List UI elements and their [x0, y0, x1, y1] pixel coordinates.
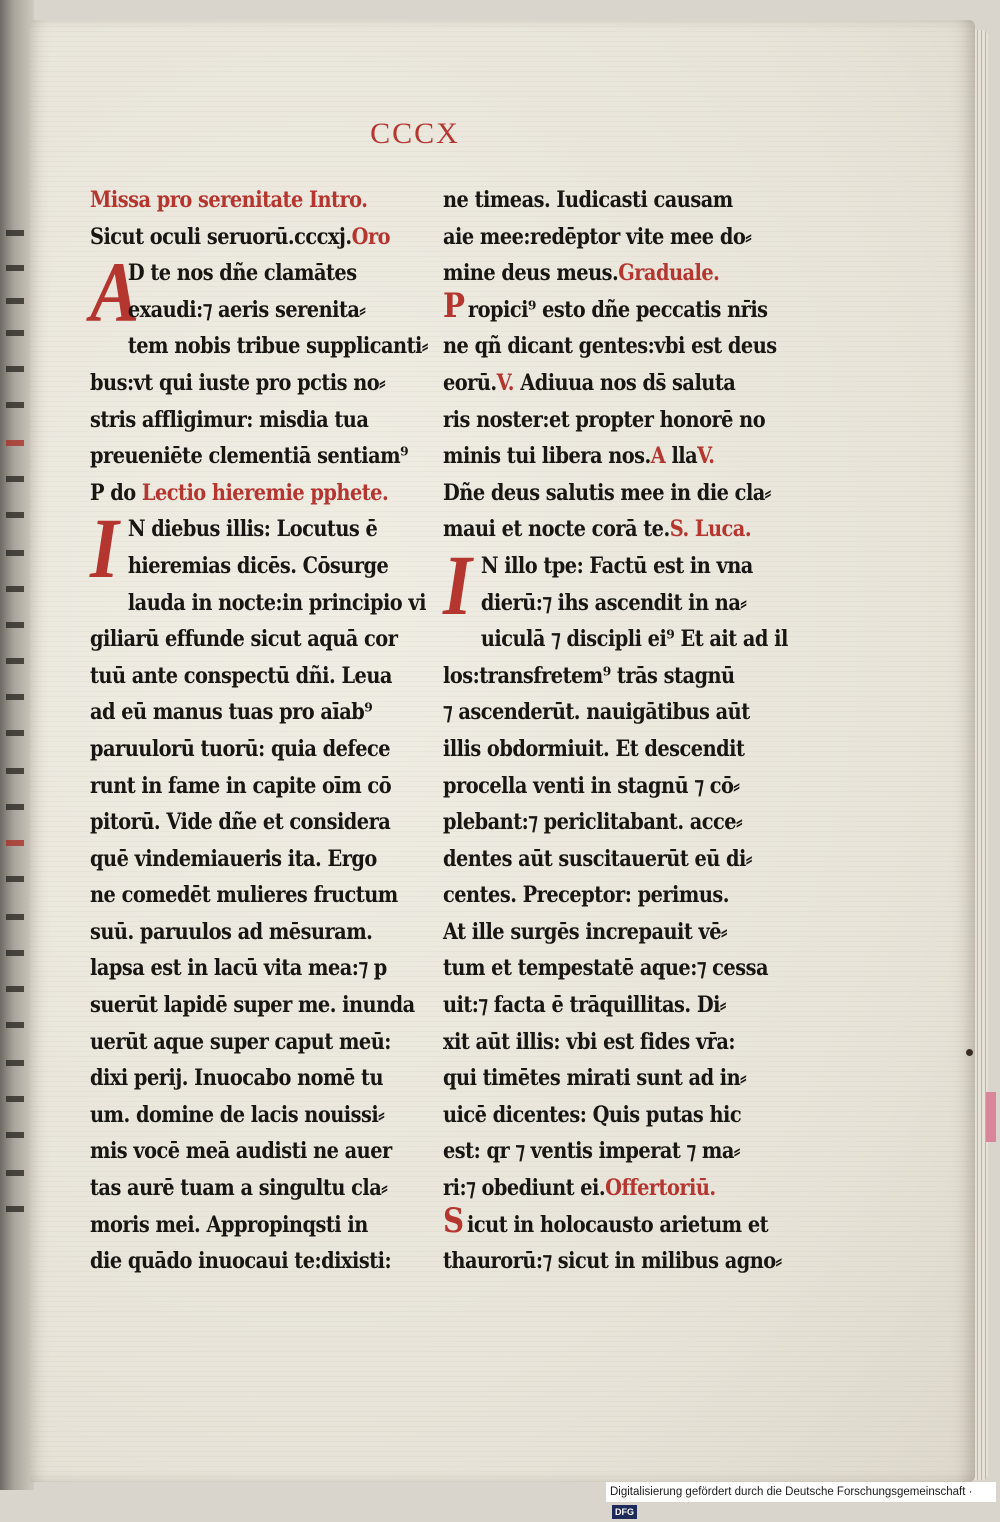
text-line: [443, 841, 763, 878]
text-line: [443, 328, 777, 365]
text-line: [443, 731, 763, 768]
body-text: uiculā ⁊ discipli ei⁹ Et ait ad il: [480, 626, 788, 653]
body-text: ris noster:et propter honorē no: [443, 406, 766, 433]
initial-letter: I: [443, 536, 472, 633]
text-line: [90, 402, 400, 439]
text-line: [443, 402, 766, 439]
body-text: plebant:⁊ periclitabant. acce⸗: [443, 809, 743, 836]
body-text: lla: [665, 443, 698, 470]
text-line: [90, 1024, 400, 1061]
text-line: [443, 585, 763, 622]
body-text: ne timeas. Iudicasti causam: [443, 187, 733, 213]
bleed-mark: [6, 265, 24, 271]
text-line: [443, 1097, 763, 1134]
body-text: qui timētes mirati sunt ad in⸗: [443, 1065, 747, 1092]
text-line: [90, 1060, 400, 1097]
initial-letter: A: [90, 244, 139, 341]
body-text: paruulorū tuorū: quia defece: [90, 735, 391, 762]
bleed-mark: [6, 768, 24, 774]
text-line: [90, 950, 400, 987]
rubric-text: Lectio hieremie pphete.: [141, 479, 389, 506]
body-text: los:transfretem⁹ trās stagnū: [443, 662, 735, 689]
text-line: [90, 182, 400, 219]
rubric-text: S. Luca.: [669, 516, 752, 543]
text-line: [90, 292, 400, 329]
rubric-text: Offertoriū.: [605, 1175, 716, 1202]
body-text: pitorū. Vide dñe et considera: [90, 809, 391, 836]
dfg-logo: DFG: [612, 1505, 637, 1519]
text-line: [90, 585, 426, 622]
text-line: [90, 621, 400, 658]
bleed-mark: [6, 1060, 24, 1066]
body-text: preueniēte clementiā sentiam⁹: [90, 443, 409, 470]
text-line: [90, 219, 400, 256]
text-line: [90, 914, 400, 951]
text-line: [90, 1133, 400, 1170]
text-line: [443, 694, 763, 731]
rubric-text: Missa pro serenitate Intro.: [90, 187, 368, 213]
bleed-mark: [6, 658, 24, 664]
text-line: [90, 438, 409, 475]
bleed-mark: [6, 950, 24, 956]
text-line: [90, 694, 400, 731]
body-text: dierū:⁊ ihs ascendit in na⸗: [480, 589, 747, 616]
text-line: [90, 1097, 400, 1134]
body-text: dentes aūt suscitauerūt eū di⸗: [443, 845, 752, 872]
text-line: [90, 731, 400, 768]
text-line: [90, 328, 428, 365]
text-line: [90, 658, 400, 695]
bleed-mark: [6, 730, 24, 736]
bookmark-tab: [986, 1092, 996, 1142]
body-text: ad eū manus tuas pro aīab⁹: [90, 699, 373, 726]
rubric-text: V.: [697, 443, 715, 470]
body-text: uerūt aque super caput meū:: [90, 1028, 391, 1055]
body-text: die quādo inuocaui te:dixisti:: [90, 1248, 392, 1275]
text-line: [443, 182, 763, 219]
body-text: N illo tpe: Factū est in vna: [480, 552, 753, 579]
body-text: Adiuua nos ds̄ saluta: [513, 369, 736, 396]
body-text: D te nos dñe clamātes: [127, 260, 357, 287]
body-text: tum et tempestatē aque:⁊ cessa: [443, 955, 769, 982]
text-line: [443, 987, 763, 1024]
text-line: [90, 1207, 400, 1244]
text-line: [443, 1060, 763, 1097]
rubric-text: Graduale.: [618, 260, 720, 287]
text-line: [443, 804, 763, 841]
right-text-column: [443, 182, 788, 1280]
text-line: [443, 1200, 769, 1244]
text-line: [443, 1243, 782, 1280]
text-line: [443, 950, 769, 987]
body-text: ropici⁹ esto dñe peccatis nr̄is: [467, 296, 768, 323]
body-text: eorū.: [443, 369, 497, 396]
bleed-mark: [6, 440, 24, 446]
body-text: mis vocē meā audisti ne auer: [90, 1138, 392, 1165]
body-text: ne qñ dicant gentes:vbi est deus: [443, 333, 777, 360]
body-text: exaudi:⁊ aeris serenita⸗: [127, 296, 366, 323]
text-line: [443, 438, 763, 475]
footer-credit: [606, 1482, 996, 1517]
body-text: Dñe deus salutis mee in die cla⸗: [443, 479, 771, 506]
body-text: procella venti in stagnū ⁊ cō⸗: [443, 772, 740, 799]
body-text: ri:⁊ obediunt ei.: [443, 1175, 606, 1202]
text-line: [90, 365, 400, 402]
body-text: stris affligimur: misdia tua: [90, 406, 369, 433]
text-line: [90, 1243, 400, 1280]
text-line: [443, 621, 788, 658]
body-text: P do: [90, 479, 142, 506]
text-line: [443, 475, 771, 512]
body-text: suerūt lapidē super me. inunda: [90, 992, 415, 1019]
bleed-mark: [6, 476, 24, 482]
bleed-mark: [6, 586, 24, 592]
initial-letter: P: [443, 285, 465, 326]
text-line: [90, 804, 400, 841]
bleed-mark: [6, 694, 24, 700]
body-text: N diebus illis: Locutus ē: [127, 516, 378, 543]
text-line: [443, 255, 763, 292]
text-line: [90, 841, 400, 878]
body-text: quē vindemiaueris ita. Ergo: [90, 845, 377, 872]
bleed-mark: [6, 914, 24, 920]
text-line: [443, 1170, 763, 1207]
text-line: [443, 1024, 763, 1061]
rubric-text: A: [650, 443, 666, 470]
bleed-mark: [6, 1132, 24, 1138]
body-text: uit:⁊ facta ē trāquillitas. Di⸗: [443, 992, 726, 1019]
left-text-column: [90, 182, 428, 1280]
bleed-mark: [6, 330, 24, 336]
body-text: suū. paruulos ad mēsuram.: [90, 918, 373, 945]
bleed-mark: [6, 298, 24, 304]
previous-page-sliver: [0, 30, 26, 1470]
text-line: [443, 365, 763, 402]
body-text: lauda in nocte:in principio vi: [127, 589, 426, 616]
initial-letter: S: [443, 1200, 464, 1241]
text-line: [443, 658, 763, 695]
body-text: centes. Preceptor: perimus.: [443, 882, 730, 909]
text-line: [90, 1170, 400, 1207]
text-line: [443, 285, 768, 329]
body-text: aie mee:redēptor vite mee do⸗: [443, 223, 752, 250]
initial-letter: I: [90, 500, 119, 597]
body-text: dixi perij. Inuocabo nomē tu: [90, 1065, 384, 1092]
text-line: [90, 877, 400, 914]
bleed-mark: [6, 1206, 24, 1212]
bleed-mark: [6, 550, 24, 556]
body-text: tas aurē tuam a singultu cla⸗: [90, 1175, 388, 1202]
text-line: [443, 511, 763, 548]
body-text: moris mei. Appropinqsti in: [90, 1211, 368, 1238]
body-text: uicē dicentes: Quis putas hic: [443, 1101, 742, 1128]
bleed-mark: [6, 986, 24, 992]
text-line: [443, 914, 763, 951]
body-text: est: qr ⁊ ventis imperat ⁊ ma⸗: [443, 1138, 740, 1165]
text-line: [443, 1133, 763, 1170]
body-text: maui et nocte corā te.: [443, 516, 670, 543]
body-text: At ille surgēs increpauit vē⸗: [443, 918, 727, 945]
body-text: ne comedēt mulieres fructum: [90, 882, 398, 909]
bleed-mark: [6, 804, 24, 810]
bleed-mark: [6, 840, 24, 846]
body-text: lapsa est in lacū vita mea:⁊ p: [90, 955, 387, 982]
rubric-text: Oro: [351, 223, 391, 250]
bleed-mark: [6, 622, 24, 628]
ink-spot: [966, 1049, 973, 1056]
folio-number: CCCX: [370, 117, 460, 150]
body-text: minis tui libera nos.: [443, 443, 651, 470]
body-text: tem nobis tribue supplicanti⸗: [127, 333, 428, 360]
body-text: bus:vt qui iuste pro pctis no⸗: [90, 369, 386, 396]
bleed-mark: [6, 366, 24, 372]
body-text: mine deus meus.: [443, 260, 619, 287]
bleed-mark: [6, 402, 24, 408]
body-text: xit aūt illis: vbi est fides vr̄a:: [443, 1028, 735, 1055]
text-line: [90, 768, 400, 805]
text-line: [443, 877, 763, 914]
rubric-text: V.: [496, 369, 514, 396]
body-text: hieremias dicēs. Cōsurge: [127, 552, 389, 579]
body-text: thaurorū:⁊ sicut in milibus agno⸗: [443, 1248, 782, 1275]
text-line: [90, 987, 415, 1024]
footer-text: Digitalisierung gefördert durch die Deutsche Forschungsgemeinschaft ·: [610, 1486, 973, 1498]
bleed-mark: [6, 1022, 24, 1028]
text-line: [443, 768, 763, 805]
body-text: um. domine de lacis nouissi⸗: [90, 1101, 385, 1128]
bleed-mark: [6, 512, 24, 518]
bleed-mark: [6, 230, 24, 236]
bleed-mark: [6, 876, 24, 882]
body-text: giliarū effunde sicut aquā cor: [90, 626, 398, 653]
body-text: icut in holocausto arietum et: [467, 1211, 769, 1238]
bleed-mark: [6, 1096, 24, 1102]
body-text: tuū ante conspectū dñi. Leua: [90, 662, 392, 689]
text-line: [443, 219, 763, 256]
body-text: illis obdormiuit. Et descendit: [443, 735, 745, 762]
bleed-mark: [6, 1170, 24, 1176]
text-line: [90, 548, 400, 585]
body-text: runt in fame in capite oīm cō: [90, 772, 392, 799]
text-line: [90, 475, 400, 512]
body-text: ⁊ ascenderūt. nauigātibus aūt: [443, 699, 750, 726]
body-text: Sicut oculi seruorū.cccxj.: [90, 223, 352, 250]
